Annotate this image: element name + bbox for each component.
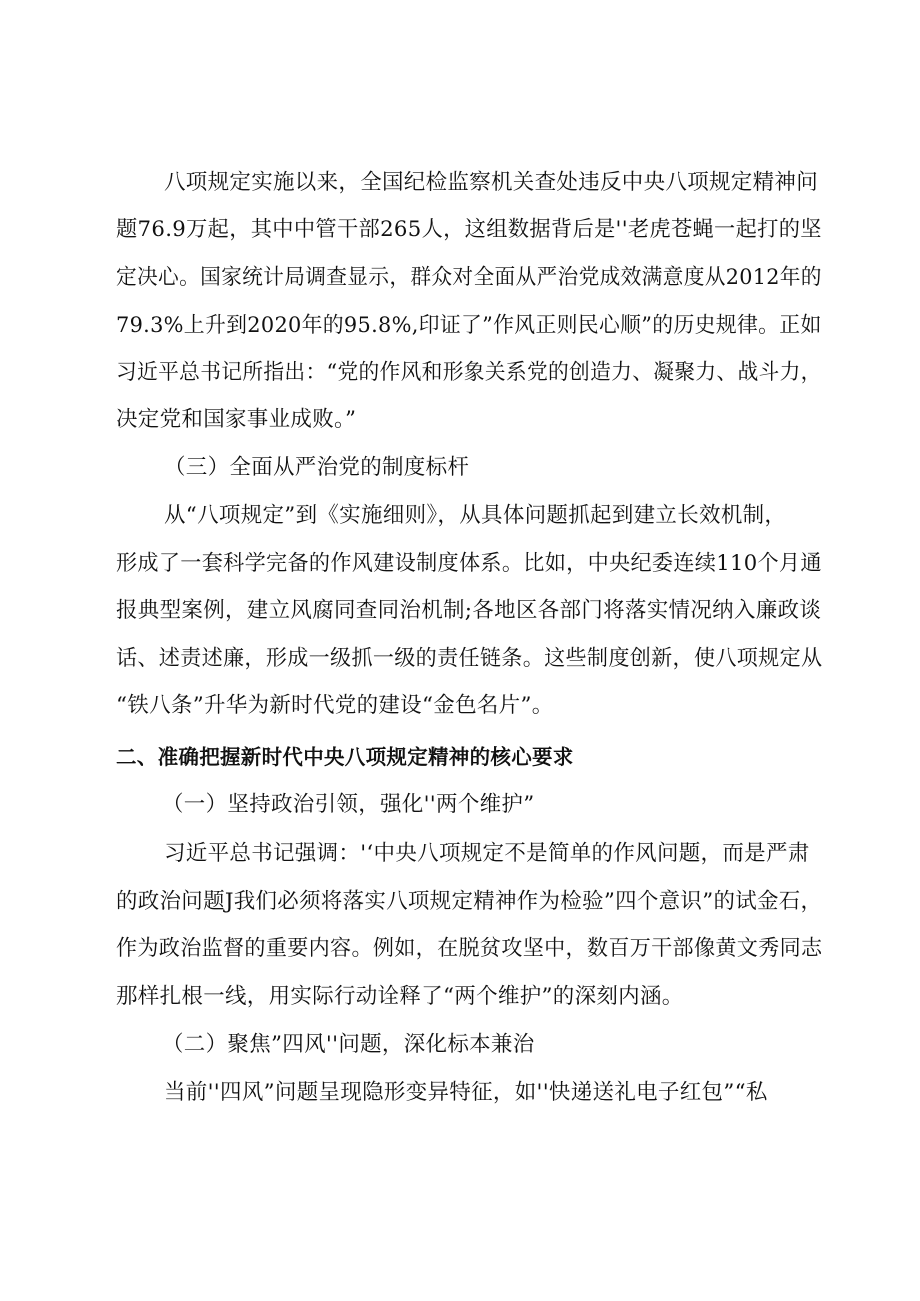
paragraph-line: 八项规定实施以来，全国纪检监察机关查处违反中央八项规定精神问 (164, 170, 819, 195)
paragraph-line: 79.3%上升到2020年的95.8%,印证了”作风正则民心顺”的历史规律。正如 (116, 313, 822, 338)
section-subheading: （三）全面从严治党的制度标杆 (164, 455, 470, 480)
paragraph-line: 形成了一套科学完备的作风建设制度体系。比如，中央纪委连续110个月通 (116, 551, 822, 576)
section-subheading: （二）聚焦”四风''问题，深化标本兼治 (162, 1032, 535, 1057)
paragraph-line: 决定党和国家事业成败。” (116, 407, 357, 432)
paragraph-line: 那样扎根一线，用实际行动诠释了“两个维护”的深刻内涵。 (116, 984, 684, 1009)
paragraph-line: 话、述责述廉，形成一级抓一级的责任链条。这些制度创新，使八项规定从 (116, 646, 823, 671)
paragraph-line: 习近平总书记强调：'‘中央八项规定不是简单的作风问题，而是严肃 (164, 841, 810, 866)
section-subheading: （一）坚持政治引领，强化''两个维护” (162, 792, 535, 817)
paragraph-line: 定决心。国家统计局调查显示，群众对全面从严治党成效满意度从2012年的 (116, 265, 822, 290)
paragraph-line: 习近平总书记所指出：“党的作风和形象关系党的创造力、凝聚力、战斗力， (116, 360, 822, 385)
paragraph-line: 题76.9万起，其中中管干部265人，这组数据背后是''老虎苍蝇一起打的坚 (116, 217, 822, 242)
paragraph-line: “铁八条”升华为新时代党的建设“金色名片”。 (116, 693, 554, 718)
paragraph-line: 作为政治监督的重要内容。例如，在脱贫攻坚中，数百万干部像黄文秀同志 (116, 936, 823, 961)
paragraph-line: 从“八项规定”到《实施细则》，从具体问题抓起到建立长效机制， (164, 503, 787, 528)
paragraph-line: 的政治问题J我们必须将落实八项规定精神作为检验”四个意识”的试金石， (116, 889, 823, 914)
paragraph-line: 报典型案例，建立风腐同查同治机制;各地区各部门将落实情况纳入廉政谈 (116, 598, 822, 623)
paragraph-line: 当前''四风”问题呈现隐形变异特征，如''快递送礼电子红包”“私 (164, 1080, 768, 1105)
section-heading: 二、准确把握新时代中央八项规定精神的核心要求 (116, 745, 574, 769)
